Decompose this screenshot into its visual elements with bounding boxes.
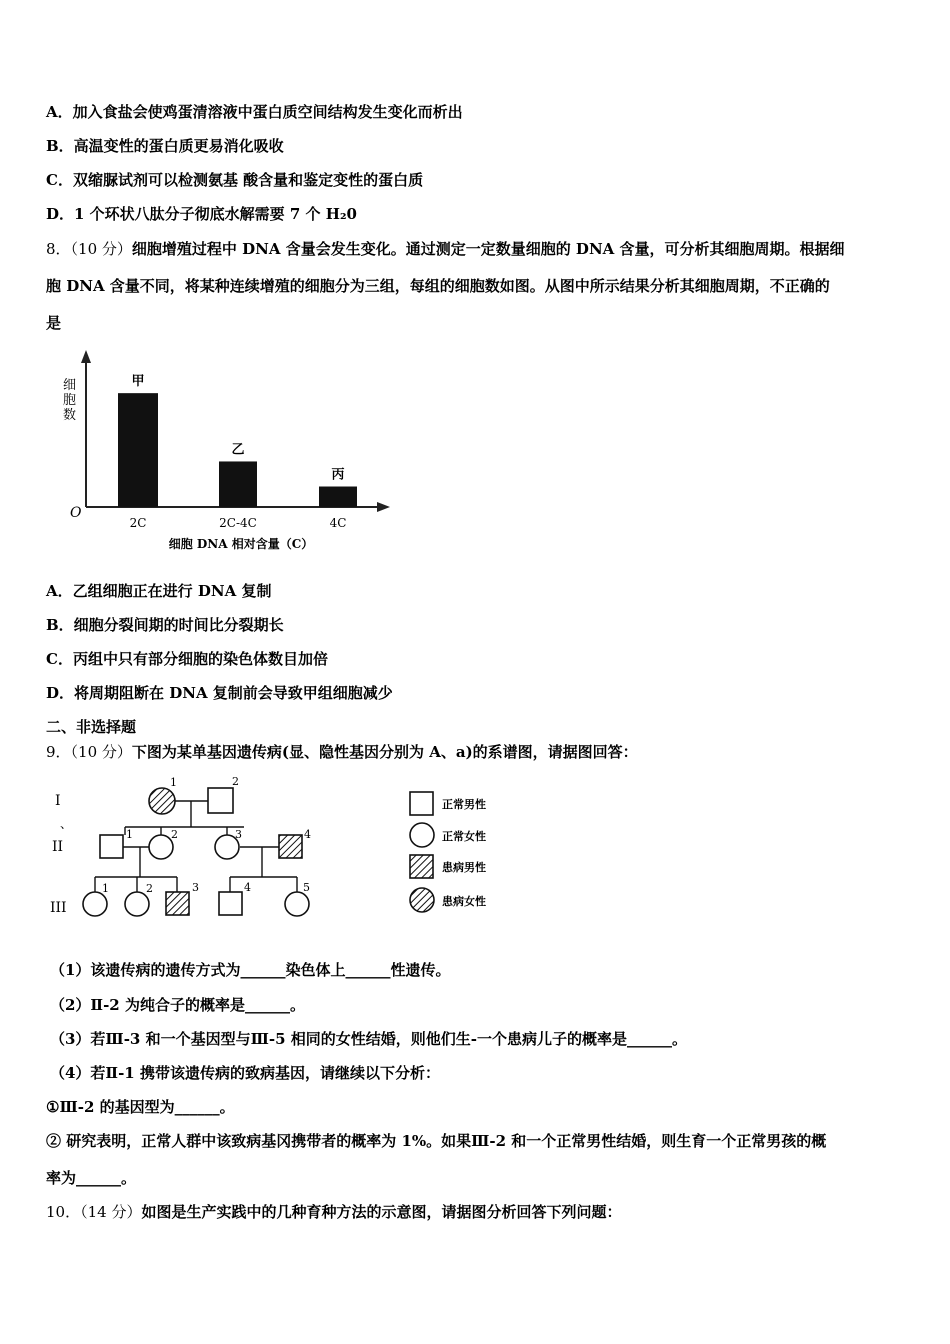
q7-option-a: A．加入食盐会使鸡蛋清溶液中蛋白质空间结构发生变化而析出	[46, 103, 463, 121]
q9-sub4-part1: ①Ⅲ-2 的基因型为______。	[46, 1098, 235, 1116]
q10-number: 10．	[46, 1203, 81, 1221]
q8-option-c: C．丙组中只有部分细胞的染色体数目加倍	[46, 650, 328, 668]
q10-stem-text: 如图是生产实践中的几种育种方法的示意图，请据图分析回答下列问题：	[141, 1203, 622, 1221]
legend-affected-male-label: 患病男性	[442, 861, 486, 874]
chart-category-label-3: 4C	[329, 516, 347, 530]
q7-option-b: B．高温变性的蛋白质更易消化吸收	[46, 137, 284, 155]
label-III-2: 2	[146, 882, 153, 895]
pedigree-II-2-normal-female	[149, 835, 173, 859]
pedigree-legend	[410, 792, 486, 912]
chart-ylabel-char-3: 数	[63, 408, 77, 423]
chart-ylabel-char-2: 胞	[63, 393, 77, 408]
chart-xlabel: 细胞 DNA 相对含量（C）	[168, 537, 314, 551]
q7-option-c: C．双缩脲试剂可以检测氨基 酸含量和鉴定变性的蛋白质	[46, 171, 424, 189]
legend-normal-female-label: 正常女性	[442, 830, 486, 843]
q8-stem-line1	[46, 239, 845, 259]
label-II-4: 4	[304, 828, 311, 841]
legend-normal-female-symbol	[410, 823, 434, 847]
chart-bar-label-2: 乙	[231, 442, 245, 458]
label-III-1: 1	[102, 882, 109, 895]
q8-option-b: B．细胞分裂间期的时间比分裂期长	[46, 616, 284, 634]
label-I-2: 2	[232, 775, 239, 788]
label-III-5: 5	[303, 881, 310, 894]
chart-category-label-1: 2C	[129, 516, 147, 530]
legend-affected-male-symbol	[410, 855, 433, 878]
legend-normal-male-label: 正常男性	[442, 798, 486, 811]
label-II-2: 2	[171, 828, 178, 841]
q8-number: 8．	[46, 240, 71, 258]
q9-score: （10 分）	[70, 743, 132, 761]
chart-ylabel-char-1: 细	[63, 378, 77, 393]
q9-sub2: （2）Ⅱ-2 为纯合子的概率是______。	[50, 996, 305, 1014]
pedigree-lines	[95, 801, 297, 892]
pedigree-III-3-affected-male	[166, 892, 189, 915]
q8-score: （10 分）	[70, 240, 132, 258]
q8-stem-line2: 胞 DNA 含量不同，将某种连续增殖的细胞分为三组，每组的细胞数如图。从图中所示结果分析其细胞周期，不正确的	[46, 277, 830, 295]
generation-mark: 、	[60, 817, 73, 831]
pedigree-I-2-normal-male	[208, 788, 233, 813]
legend-affected-female-symbol	[410, 888, 434, 912]
q8-option-a: A．乙组细胞正在进行 DNA 复制	[46, 582, 272, 600]
chart-bar-2	[219, 461, 257, 507]
chart-origin-label: O	[70, 505, 82, 521]
q8-stem-line3: 是	[46, 314, 62, 332]
q9-sub4-part2-line1: ② 研究表明，正常人群中该致病基冈携带者的概率为 1%。如果Ⅲ-2 和一个正常男性结婚，则生育一个正常男孩的概	[46, 1132, 827, 1150]
generation-label-3: III	[50, 900, 67, 916]
q10-score: （14 分）	[80, 1203, 142, 1221]
chart-bars	[118, 374, 357, 530]
chart-bar-label-1: 甲	[131, 374, 145, 390]
chart-bar-3	[319, 487, 357, 507]
pedigree-III-2-normal-female	[125, 892, 149, 916]
chart-bar-label-3: 丙	[331, 467, 345, 483]
q7-option-d: D．1 个环状八肽分子彻底水解需要 7 个 H₂0	[46, 205, 357, 223]
section-heading-2: 二、非选择题	[46, 718, 137, 736]
q9-number: 9．	[46, 743, 71, 761]
generation-label-2: II	[52, 839, 64, 855]
pedigree-III-4-normal-male	[219, 892, 242, 915]
label-I-1: 1	[170, 776, 177, 789]
pedigree-III-1-normal-female	[83, 892, 107, 916]
q9-sub4: （4）若Ⅱ-1 携带该遗传病的致病基因，请继续以下分析：	[50, 1064, 440, 1082]
chart-bar-1	[118, 393, 158, 507]
q10-stem-line	[46, 1202, 621, 1222]
dna-bar-chart	[46, 345, 396, 555]
legend-affected-female-label: 患病女性	[442, 895, 486, 908]
pedigree-III-5-normal-female	[285, 892, 309, 916]
pedigree-I-1-affected-female	[149, 788, 175, 814]
pedigree-II-1-normal-male	[100, 835, 123, 858]
label-III-3: 3	[192, 881, 199, 894]
chart-category-label-2: 2C-4C	[219, 516, 257, 530]
pedigree-chart	[46, 772, 526, 932]
legend-normal-male-symbol	[410, 792, 433, 815]
q9-sub3: （3）若Ⅲ-3 和一个基因型与Ⅲ-5 相同的女性结婚，则他们生-一个患病儿子的概率是______。	[50, 1030, 687, 1048]
label-II-1: 1	[126, 828, 133, 841]
label-II-3: 3	[235, 828, 242, 841]
q9-stem-text: 下图为某单基因遗传病(显、隐性基因分别为 A、a)的系谱图，请据图回答：	[131, 743, 638, 761]
generation-label-1: I	[55, 793, 61, 809]
pedigree-II-4-affected-male	[279, 835, 302, 858]
label-III-4: 4	[244, 881, 251, 894]
q8-option-d: D．将周期阻断在 DNA 复制前会导致甲组细胞减少	[46, 684, 393, 702]
q9-stem-line	[46, 742, 638, 762]
q9-sub4-part2-line2: 率为______。	[46, 1169, 137, 1187]
q8-stem-text1: 细胞增殖过程中 DNA 含量会发生变化。通过测定一定数量细胞的 DNA 含量，可分析其细胞周期。根据细	[131, 240, 845, 258]
q9-sub1: （1）该遗传病的遗传方式为______染色体上______性遗传。	[50, 961, 451, 979]
